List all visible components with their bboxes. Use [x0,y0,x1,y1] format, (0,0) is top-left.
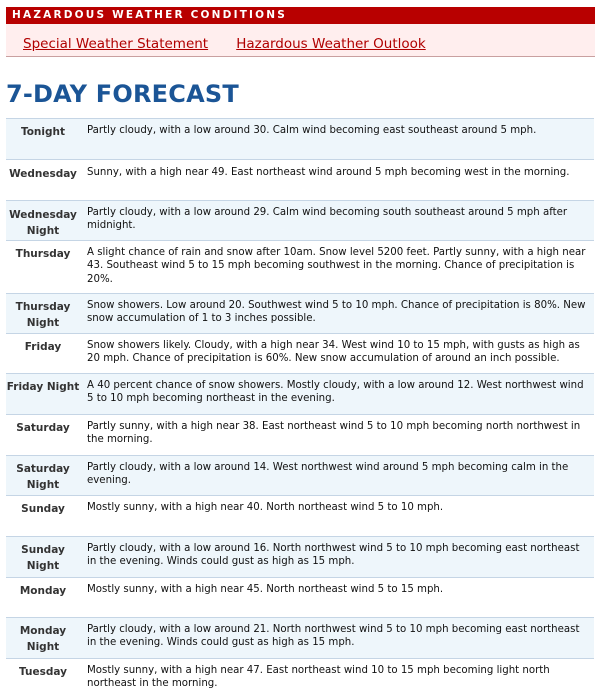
forecast-text: Snow showers. Low around 20. Southwest wind 5 to 10 mph. Chance of precipitation is 80%. New snow accumulation of 1 to 3 inches possible. [87,300,586,325]
forecast-text: Partly cloudy, with a low around 14. West northwest wind around 5 mph becoming calm in the evening. [87,462,569,487]
forecast-day: Sunday [21,503,65,515]
hazard-banner-title: HAZARDOUS WEATHER CONDITIONS [12,9,288,21]
forecast-day: Thursday [15,248,71,260]
forecast-text: A slight chance of rain and snow after 10am. Snow level 5200 feet. Partly sunny, with a high near 43. Southeast wind 5 to 15 mph becoming southwest in the morning. Chance of precipitation is 20%. [87,247,586,285]
forecast-text: Mostly sunny, with a high near 40. North northeast wind 5 to 10 mph. [87,502,444,513]
forecast-table [6,118,594,696]
forecast-row [6,536,594,577]
hazard-links [6,24,595,57]
forecast-day: Monday [19,585,67,597]
forecast-day: Sunday Night [21,544,65,572]
forecast-day: Saturday Night [16,463,70,491]
forecast-text: A 40 percent chance of snow showers. Mostly cloudy, with a low around 12. West northwest wind 5 to 10 mph becoming northeast in the evening. [87,380,584,405]
forecast-row [6,495,594,536]
forecast-row [6,617,594,658]
forecast-row [6,118,594,159]
forecast-row [6,577,594,617]
forecast-day: Tonight [20,126,66,138]
forecast-day: Friday [24,341,62,353]
forecast-text: Partly sunny, with a high near 38. East northeast wind 5 to 10 mph becoming north northwest in the morning. [87,421,581,446]
hazardous-weather-outlook-link[interactable]: Hazardous Weather Outlook [236,36,426,52]
forecast-row [6,200,594,240]
forecast-row [6,159,594,200]
forecast-text: Mostly sunny, with a high near 45. North northeast wind 5 to 15 mph. [87,584,444,595]
forecast-row [6,333,594,373]
forecast-text: Partly cloudy, with a low around 29. Calm wind becoming south southeast around 5 mph after midnight. [87,207,568,232]
forecast-row [6,658,594,696]
forecast-day: Monday Night [19,625,67,653]
forecast-text: Partly cloudy, with a low around 30. Calm wind becoming east southeast around 5 mph. [87,125,537,136]
forecast-day: Thursday Night [15,301,71,329]
forecast-text: Sunny, with a high near 49. East northeast wind around 5 mph becoming west in the morning. [87,167,570,178]
forecast-day: Wednesday [9,168,77,180]
forecast-day: Friday Night [6,381,80,393]
forecast-day: Saturday [16,422,70,434]
forecast-text: Partly cloudy, with a low around 16. North northwest wind 5 to 10 mph becoming east northeast in the evening. Winds could gust as high as 15 mph. [87,543,580,568]
hazard-banner [6,7,595,24]
special-weather-statement-link[interactable]: Special Weather Statement [23,36,209,52]
forecast-row [6,293,594,333]
forecast-row [6,414,594,455]
forecast-day: Tuesday [19,666,67,678]
forecast-text: Partly cloudy, with a low around 21. North northwest wind 5 to 10 mph becoming east northeast in the evening. Winds could gust as high as 15 mph. [87,624,580,649]
forecast-day: Wednesday Night [9,209,77,237]
forecast-row [6,373,594,414]
forecast-title: 7-DAY FORECAST [6,80,239,108]
forecast-text: Mostly sunny, with a high near 47. East northeast wind 10 to 15 mph becoming light north northeast in the morning. [87,665,550,690]
forecast-row [6,240,594,293]
forecast-text: Snow showers likely. Cloudy, with a high near 34. West wind 10 to 15 mph, with gusts as high as 20 mph. Chance of precipitation is 60%. New snow accumulation of around an inch possible. [87,340,580,365]
forecast-row [6,455,594,495]
